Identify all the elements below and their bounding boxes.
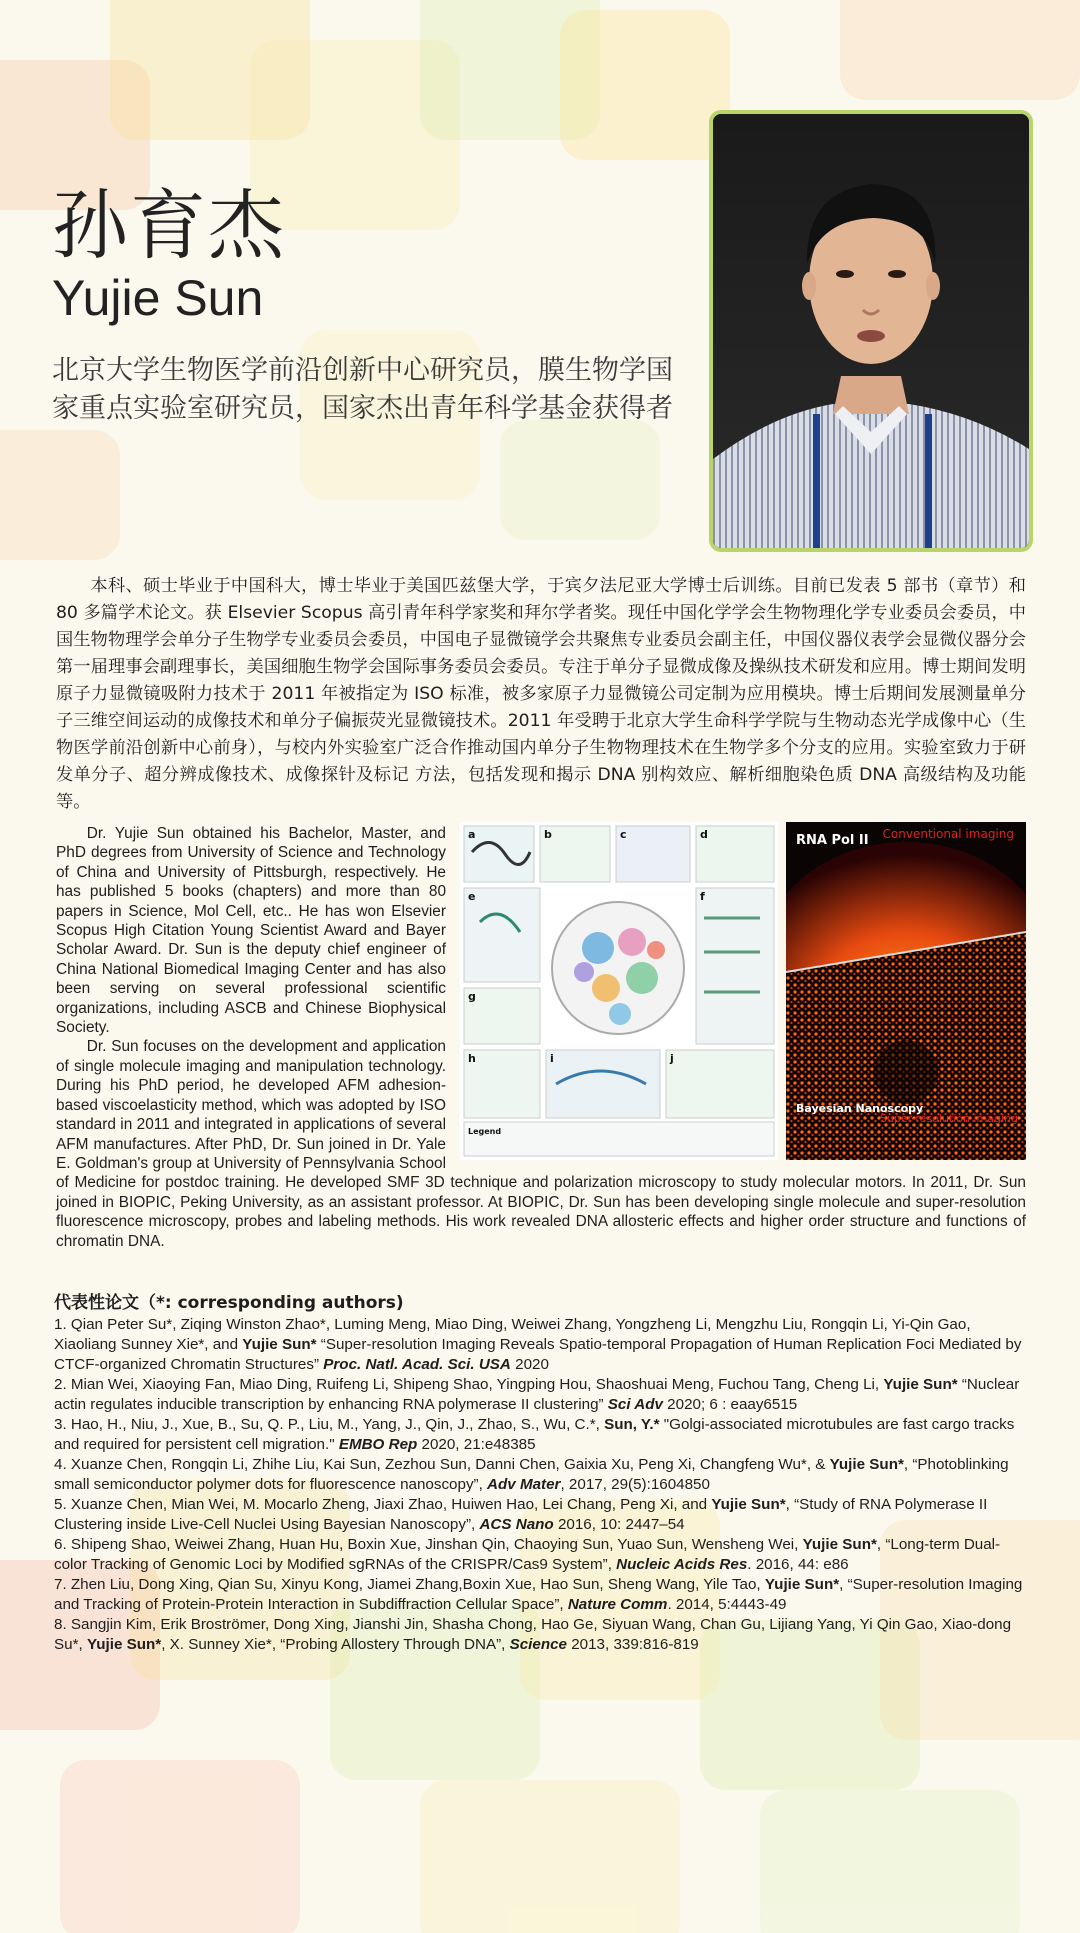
- publication-item: 5. Xuanze Chen, Mian Wei, M. Mocarlo Zheng, Jiaxi Zhao, Huiwen Hao, Lei Chang, Peng Xi, and Yujie Sun*, “Study of RNA Polymerase II Clustering inside Live-Cell Nuclei Using Bayesian Nanoscopy”, ACS Nano 2016, 10: 2447–54: [54, 1496, 988, 1533]
- panel-letter-g: g: [468, 990, 476, 1003]
- publications-heading: 代表性论文（*: corresponding authors): [54, 1293, 404, 1313]
- portrait-photo: [709, 110, 1033, 552]
- schematic-drawing: [460, 822, 778, 1160]
- biography-chinese: 本科、硕士毕业于中国科大，博士毕业于美国匹兹堡大学，于宾夕法尼亚大学博士后训练。目前已发表 5 部书（章节）和 80 多篇学术论文。获 Elsevier Scopus 高引青年科学家奖和拜尔学者奖。现任中国化学学会生物物理化学专业委员会委员，中国生物物理学会单分子生物学专业委员会委员，中国电子显微镜学会共聚焦专业委员会副主任，中国仪器仪表学会显微仪器分会第一届理事会副理事长，美国细胞生物学会国际事务委员会委员。专注于单分子显微成像及操纵技术研发和应用。博士期间发明原子力显微镜吸附力技术于 2011 年被指定为 ISO 标准，被多家原子力显微镜公司定制为应用模块。博士后期间发展测量单分子三维空间运动的成像技术和单分子偏振荧光显微镜技术。2011 年受聘于北京大学生命科学学院与生物动态光学成像中心（生物医学前沿创新中心前身），与校内外实验室广泛合作推动国内单分子生物物理技术在生物学多个分支的应用。实验室致力于研发单分子、超分辨成像技术、成像探针及标记 方法，包括发现和揭示 DNA 别构效应、解析细胞染色质 DNA 高级结构及功能等。: [56, 576, 1026, 812]
- panel-letter-h: h: [468, 1052, 476, 1065]
- name-english: Yujie Sun: [52, 270, 264, 326]
- panel-letter-i: i: [550, 1052, 554, 1065]
- micro-label-top-right: Conventional imaging: [882, 827, 1014, 841]
- publication-item: 4. Xuanze Chen, Rongqin Li, Zhihe Liu, Kai Sun, Zezhou Sun, Danni Chen, Gaixia Xu, Peng Xi, Changfeng Wu*, & Yujie Sun*, “Photoblinking small semiconductor polymer dots for fluorescence nanoscopy”, Adv Mater, 2017, 29(5):1604850: [54, 1456, 1009, 1493]
- publication-item: 2. Mian Wei, Xiaoying Fan, Miao Ding, Ruifeng Li, Shipeng Shao, Yingping Hou, Shaoshuai Meng, Fuchou Tang, Cheng Li, Yujie Sun* “Nuclear actin regulates inducible transcription by enhancing RNA polymerase II clustering” Sci Adv 2020; 6 : eaay6515: [54, 1376, 1020, 1413]
- publication-item: 6. Shipeng Shao, Weiwei Zhang, Huan Hu, Boxin Xue, Jinshan Qin, Chaoying Sun, Yuao Sun, Wensheng Wei, Yujie Sun*, “Long-term Dual-color Tracking of Genomic Loci by Modified sgRNAs of the CRISPR/Cas9 System”, Nucleic Acids Res. 2016, 44: e86: [54, 1536, 1001, 1573]
- portrait-illustration: [713, 114, 1029, 548]
- panel-letter-d: d: [700, 828, 708, 841]
- panel-letter-c: c: [620, 828, 627, 841]
- microscopy-image: [786, 822, 1026, 1160]
- micro-label-bottom-right: Super-resolution imaging: [879, 1112, 1018, 1125]
- micro-label-bottom-left: Bayesian Nanoscopy: [796, 1102, 924, 1115]
- schematic-figure: [460, 822, 778, 1160]
- name-chinese: 孙育杰: [52, 181, 286, 270]
- research-figure: [460, 822, 1026, 1160]
- publication-item: 1. Qian Peter Su*, Ziqing Winston Zhao*, Luming Meng, Miao Ding, Weiwei Zhang, Yongzheng Li, Mengzhu Liu, Rongqin Li, Yi-Qin Gao, Xiaoliang Sunney Xie*, and Yujie Sun* “Super-resolution Imaging Reveals Spatio-temporal Propagation of Human Replication Foci Mediated by CTCF-organized Chromatin Structures” Proc. Natl. Acad. Sci. USA 2020: [54, 1316, 1022, 1373]
- panel-letter-j: j: [670, 1052, 674, 1065]
- microscopy-drawing: [786, 822, 1026, 1160]
- bio-en-paragraph-2: Dr. Sun focuses on the development and application of single molecule imaging and manipulation technology. During his PhD period, he developed AFM adhesion-based viscoelasticity method, which was adopted by ISO standard in 2011 and integrated in applications of several AFM manufactures. After PhD, Dr. Sun joined in Dr. Yale E. Goldman's group at University of Pennsylvania School of Medicine for postdoc training. He developed SMF 3D technique and polarization microscopy to study molecular motors. In 2011, Dr. Sun joined in BIOPIC, Peking University, as an assistant professor. At BIOPIC, Dr. Sun has been developing single molecule and super-resolution fluorescence microscopy, probes and labeling methods. His work revealed DNA allosteric effects and higher order structure and functions of chromatin DNA.: [56, 1038, 1026, 1250]
- publications-list: [54, 1315, 1028, 1655]
- title-chinese: 北京大学生物医学前沿创新中心研究员，膜生物学国家重点实验室研究员，国家杰出青年科学基金获得者: [52, 355, 673, 424]
- panel-letter-b: b: [544, 828, 552, 841]
- publication-item: 7. Zhen Liu, Dong Xing, Qian Su, Xinyu Kong, Jiamei Zhang,Boxin Xue, Hao Sun, Sheng Wang, Yile Tao, Yujie Sun*, “Super-resolution Imaging and Tracking of Protein-Protein Interaction in Subdiffraction Cellular Space”, Nature Comm. 2014, 5:4443-49: [54, 1576, 1023, 1613]
- panel-letter-f: f: [700, 890, 705, 903]
- micro-label-top-left: RNA Pol II: [796, 833, 869, 848]
- bio-en-paragraph-1: Dr. Yujie Sun obtained his Bachelor, Master, and PhD degrees from University of Science and Technology of China and University of Pittsburgh, respectively. He has published 5 books (chapters) and more than 80 papers in Science, Mol Cell, etc.. He has won Elsevier Scopus High Citation Young Scientist Award and Bayer Scholar Award. Dr. Sun is the deputy chief engineer of China National Biomedical Imaging Center and has also been serving on several professional scientific organizations, including ASCB and Chinese Biophysical Society.: [56, 825, 446, 1037]
- publication-item: 8. Sangjin Kim, Erik Broströmer, Dong Xing, Jianshi Jin, Shasha Chong, Hao Ge, Siyuan Wang, Chan Gu, Lijiang Yang, Yi Qin Gao, Xiao-dong Su*, Yujie Sun*, X. Sunney Xie*, “Probing Allostery Through DNA”, Science 2013, 339:816-819: [54, 1616, 1012, 1653]
- panel-letter-a: a: [468, 828, 476, 841]
- publication-item: 3. Hao, H., Niu, J., Xue, B., Su, Q. P., Liu, M., Yang, J., Qin, J., Zhao, S., Wu, C.*, Sun, Y.* "Golgi-associated microtubules are fast cargo tracks and required for persistent cell migration." EMBO Rep 2020, 21:e48385: [54, 1416, 1015, 1453]
- legend-label: Legend: [468, 1127, 502, 1136]
- panel-letter-e: e: [468, 890, 476, 903]
